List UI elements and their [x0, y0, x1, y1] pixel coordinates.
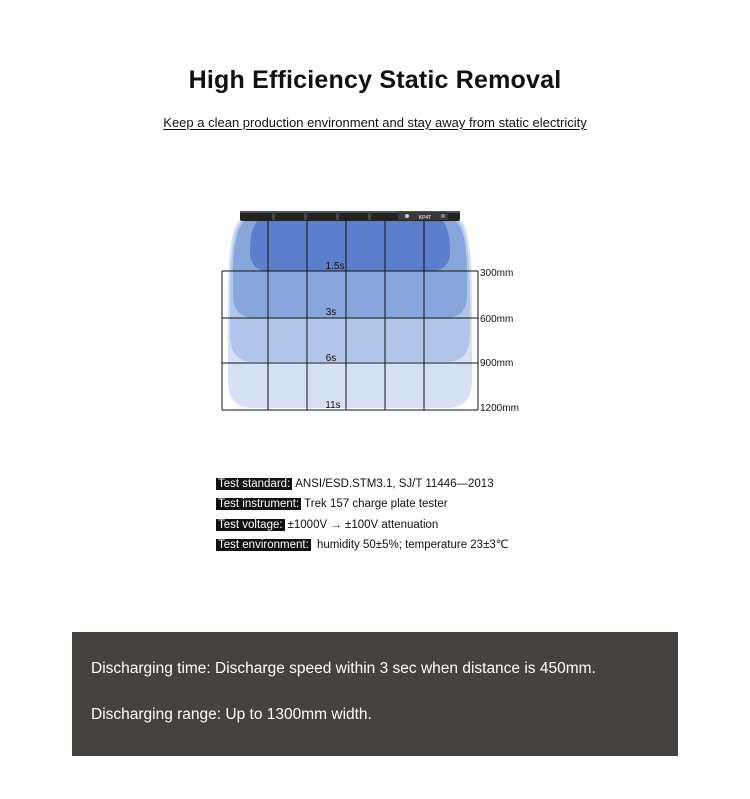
spec-key: Test standard:	[218, 478, 291, 490]
zone-1-5s	[250, 220, 450, 271]
discharging-time-text: Discharging time: Discharge speed within 3 sec when distance is 450mm.	[91, 660, 596, 677]
spec-row-voltage	[216, 515, 509, 535]
spec-row-instrument	[216, 494, 509, 514]
page-subtitle: Keep a clean production environment and stay away from static electricity	[163, 115, 587, 130]
spec-key: Test environment:	[218, 538, 309, 551]
spec-value: Trek 157 charge plate tester	[304, 498, 448, 511]
discharging-range-text: Discharging range: Up to 1300mm width.	[91, 706, 372, 723]
page-title: High Efficiency Static Removal	[188, 66, 562, 94]
discharge-info-box	[72, 632, 678, 756]
spec-key: Test instrument:	[218, 498, 300, 511]
spec-row-standard	[216, 474, 509, 494]
spec-value: ±1000V → ±100V attenuation	[287, 518, 439, 531]
test-specs	[216, 474, 509, 555]
spec-key: Test voltage:	[218, 518, 283, 531]
spec-value: humidity 50±5%; temperature 23±3℃	[313, 538, 509, 551]
distance-label-1200mm: 1200mm	[480, 403, 519, 414]
spec-row-environment	[216, 535, 509, 555]
distance-labels	[480, 268, 519, 414]
spec-value: ANSI/ESD.STM3.1, SJ/T 11446—2013	[295, 478, 494, 490]
ionizing-bar	[240, 211, 460, 221]
distance-label-300mm: 300mm	[480, 268, 514, 279]
discharge-zones	[228, 220, 472, 408]
time-label-1-5s: 1.5s	[325, 261, 345, 272]
time-label-3s: 3s	[325, 307, 337, 318]
distance-label-600mm: 600mm	[480, 314, 514, 325]
time-label-11s: 11s	[325, 400, 341, 411]
distance-label-900mm: 900mm	[480, 358, 514, 369]
device-label: KP4T	[418, 215, 432, 221]
time-label-6s: 6s	[325, 353, 337, 364]
status-light-icon	[405, 214, 409, 218]
power-indicator-icon	[441, 214, 445, 218]
